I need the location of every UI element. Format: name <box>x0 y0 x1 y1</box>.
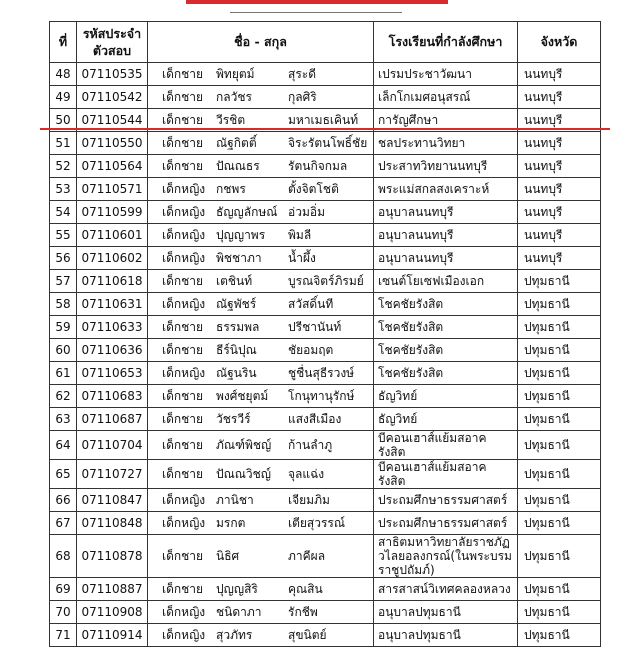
last-name: รัตนกิจกมล <box>288 159 348 173</box>
province: ปทุมธานี <box>518 535 601 578</box>
row-number: 66 <box>50 489 77 512</box>
province: ปทุมธานี <box>518 512 601 535</box>
first-name: ปุญญาพร <box>216 228 266 242</box>
province: ปทุมธานี <box>518 362 601 385</box>
school-name: ประถมศึกษาธรรมศาสตร์ <box>374 489 518 512</box>
exam-id: 07110544 <box>77 109 148 132</box>
row-number: 62 <box>50 385 77 408</box>
last-name: พิมลี <box>288 228 312 242</box>
row-number: 65 <box>50 460 77 489</box>
last-name: จุลแฉ่ง <box>288 467 325 481</box>
table-row <box>50 132 601 155</box>
last-name: เจียมภิม <box>288 493 330 507</box>
exam-id: 07110704 <box>77 431 148 460</box>
table-row <box>50 63 601 86</box>
table-row <box>50 224 601 247</box>
last-name: คุณสิน <box>288 582 323 596</box>
exam-id: 07110914 <box>77 624 148 647</box>
name-prefix: เด็กชาย <box>162 389 204 403</box>
last-name: บูรณจิตร์ภิรมย์ <box>288 274 364 288</box>
table-row <box>50 247 601 270</box>
school-name: บีคอนเฮาส์แย้มสอาครังสิต <box>374 431 518 460</box>
exam-id: 07110571 <box>77 178 148 201</box>
exam-id: 07110631 <box>77 293 148 316</box>
student-name <box>148 224 374 247</box>
province: นนทบุรี <box>518 109 601 132</box>
school-name: เปรมประชาวัฒนา <box>374 63 518 86</box>
province: นนทบุรี <box>518 86 601 109</box>
last-name: สุขนิตย์ <box>288 628 327 642</box>
school-name: อนุบาลนนทบุรี <box>374 224 518 247</box>
table-row <box>50 270 601 293</box>
row-number: 63 <box>50 408 77 431</box>
province: ปทุมธานี <box>518 293 601 316</box>
table-row <box>50 578 601 601</box>
student-name <box>148 431 374 460</box>
school-name: ธัญวิทย์ <box>374 385 518 408</box>
first-name: ชนิดาภา <box>216 605 262 619</box>
table-row <box>50 339 601 362</box>
first-name: ภัณฑ์พิชญ์ <box>216 438 272 452</box>
student-name <box>148 293 374 316</box>
name-prefix: เด็กชาย <box>162 159 204 173</box>
row-number: 48 <box>50 63 77 86</box>
school-name: สารสาสน์วิเทศคลองหลวง <box>374 578 518 601</box>
name-prefix: เด็กชาย <box>162 320 204 334</box>
table-row <box>50 489 601 512</box>
exam-id: 07110618 <box>77 270 148 293</box>
first-name: ธัญญลักษณ์ <box>216 205 278 219</box>
province: นนทบุรี <box>518 132 601 155</box>
first-name: สุวภัทร <box>216 628 253 642</box>
table-row <box>50 535 601 578</box>
row-number: 50 <box>50 109 77 132</box>
student-name <box>148 460 374 489</box>
school-name: ประถมศึกษาธรรมศาสตร์ <box>374 512 518 535</box>
exam-id: 07110550 <box>77 132 148 155</box>
table-row <box>50 293 601 316</box>
school-name: อนุบาลปทุมธานี <box>374 624 518 647</box>
header-name: ชื่อ - สกุล <box>148 22 374 63</box>
name-prefix: เด็กชาย <box>162 549 204 563</box>
school-name: โชคชัยรังสิต <box>374 362 518 385</box>
student-name <box>148 132 374 155</box>
header-school: โรงเรียนที่กำลังศึกษา <box>374 22 518 63</box>
row-number: 51 <box>50 132 77 155</box>
exam-id: 07110687 <box>77 408 148 431</box>
student-name <box>148 578 374 601</box>
table-row <box>50 86 601 109</box>
student-name <box>148 201 374 224</box>
last-name: ภาคีผล <box>288 549 326 563</box>
header-province: จังหวัด <box>518 22 601 63</box>
table-header-row <box>50 22 601 63</box>
row-number: 69 <box>50 578 77 601</box>
table-row <box>50 178 601 201</box>
first-name: ปัณณธร <box>216 159 260 173</box>
student-name <box>148 270 374 293</box>
last-name: สวัสดิ์นที <box>288 297 334 311</box>
name-prefix: เด็กชาย <box>162 67 204 81</box>
province: นนทบุรี <box>518 201 601 224</box>
first-name: พิทยุตม์ <box>216 67 255 81</box>
name-prefix: เด็กหญิง <box>162 205 206 219</box>
row-number: 52 <box>50 155 77 178</box>
exam-id: 07110878 <box>77 535 148 578</box>
first-name: เตชินท์ <box>216 274 253 288</box>
school-name: ประสาทวิทยานนทบุรี <box>374 155 518 178</box>
exam-id: 07110848 <box>77 512 148 535</box>
school-name: เซนต์โยเซฟเมืองเอก <box>374 270 518 293</box>
name-prefix: เด็กชาย <box>162 438 204 452</box>
student-name <box>148 155 374 178</box>
province: นนทบุรี <box>518 224 601 247</box>
first-name: ธีร์นิปุณ <box>216 343 257 357</box>
province: ปทุมธานี <box>518 408 601 431</box>
exam-id: 07110683 <box>77 385 148 408</box>
school-name: อนุบาลนนทบุรี <box>374 201 518 224</box>
exam-id: 07110908 <box>77 601 148 624</box>
province: ปทุมธานี <box>518 578 601 601</box>
row-number: 58 <box>50 293 77 316</box>
student-name <box>148 362 374 385</box>
exam-id: 07110636 <box>77 339 148 362</box>
first-name: พงศ์ชยุตม์ <box>216 389 269 403</box>
school-name: โชคชัยรังสิต <box>374 293 518 316</box>
exam-id: 07110602 <box>77 247 148 270</box>
province: นนทบุรี <box>518 63 601 86</box>
table-row <box>50 601 601 624</box>
last-name: น้ำผึ้ง <box>288 251 316 265</box>
row-number: 70 <box>50 601 77 624</box>
last-name: อ่วมอิ่ม <box>288 205 325 219</box>
student-name <box>148 512 374 535</box>
row-number: 60 <box>50 339 77 362</box>
first-name: ณัฐนริน <box>216 366 257 380</box>
exam-id: 07110601 <box>77 224 148 247</box>
student-list-table <box>49 21 601 647</box>
name-prefix: เด็กชาย <box>162 412 204 426</box>
last-name: ชัยอมฤต <box>288 343 334 357</box>
first-name: วัชรวีร์ <box>216 412 251 426</box>
first-name: พิชชาภา <box>216 251 262 265</box>
name-prefix: เด็กหญิง <box>162 628 206 642</box>
exam-id: 07110727 <box>77 460 148 489</box>
table-row <box>50 408 601 431</box>
first-name: กลวัชร <box>216 90 252 104</box>
first-name: วีรชิต <box>216 113 246 127</box>
row-number: 56 <box>50 247 77 270</box>
school-name: อนุบาลปทุมธานี <box>374 601 518 624</box>
name-prefix: เด็กหญิง <box>162 297 206 311</box>
school-name: บีคอนเฮาส์แย้มสอาครังสิต <box>374 460 518 489</box>
row-number: 71 <box>50 624 77 647</box>
last-name: แสงสีเมือง <box>288 412 342 426</box>
student-name <box>148 408 374 431</box>
name-prefix: เด็กหญิง <box>162 228 206 242</box>
student-name <box>148 624 374 647</box>
province: ปทุมธานี <box>518 339 601 362</box>
first-name: ณัฐกิตติ์ <box>216 136 257 150</box>
first-name: กชพร <box>216 182 246 196</box>
student-name <box>148 489 374 512</box>
first-name: มรกต <box>216 516 246 530</box>
student-name <box>148 601 374 624</box>
school-name: การัญศึกษา <box>374 109 518 132</box>
name-prefix: เด็กหญิง <box>162 251 206 265</box>
name-prefix: เด็กชาย <box>162 90 204 104</box>
province: ปทุมธานี <box>518 316 601 339</box>
province: ปทุมธานี <box>518 624 601 647</box>
name-prefix: เด็กชาย <box>162 467 204 481</box>
table-row <box>50 460 601 489</box>
table-row <box>50 316 601 339</box>
exam-id: 07110535 <box>77 63 148 86</box>
school-name: ชลประทานวิทยา <box>374 132 518 155</box>
name-prefix: เด็กหญิง <box>162 182 206 196</box>
province: ปทุมธานี <box>518 489 601 512</box>
table-row <box>50 431 601 460</box>
exam-id: 07110887 <box>77 578 148 601</box>
school-name: อนุบาลนนทบุรี <box>374 247 518 270</box>
province: นนทบุรี <box>518 247 601 270</box>
first-name: ปัณณวิชญ์ <box>216 467 271 481</box>
school-name: ธัญวิทย์ <box>374 408 518 431</box>
name-prefix: เด็กชาย <box>162 582 204 596</box>
exam-id: 07110564 <box>77 155 148 178</box>
school-name: โชคชัยรังสิต <box>374 316 518 339</box>
row-number: 49 <box>50 86 77 109</box>
student-name <box>148 339 374 362</box>
student-name <box>148 247 374 270</box>
last-name: ชูชื่นสุธีรวงษ์ <box>288 366 355 380</box>
first-name: ปุญญสิริ <box>216 582 258 596</box>
first-name: ภานิชา <box>216 493 254 507</box>
name-prefix: เด็กชาย <box>162 343 204 357</box>
row-number: 67 <box>50 512 77 535</box>
last-name: จิระรัตนโพธิ์ชัย <box>288 136 368 150</box>
row-number: 59 <box>50 316 77 339</box>
first-name: ธรรมพล <box>216 320 260 334</box>
name-prefix: เด็กชาย <box>162 113 204 127</box>
last-name: มหาเมธเคินท์ <box>288 113 359 127</box>
name-prefix: เด็กหญิง <box>162 516 206 530</box>
last-name: กุลศิริ <box>288 90 317 104</box>
header-exam-id: รหัสประจำตัวสอบ <box>77 22 148 63</box>
name-prefix: เด็กหญิง <box>162 366 206 380</box>
table-row <box>50 201 601 224</box>
table-row <box>50 155 601 178</box>
school-name: โชคชัยรังสิต <box>374 339 518 362</box>
row-number: 64 <box>50 431 77 460</box>
student-name <box>148 316 374 339</box>
table-row <box>50 624 601 647</box>
province: ปทุมธานี <box>518 601 601 624</box>
name-prefix: เด็กหญิง <box>162 605 206 619</box>
row-number: 68 <box>50 535 77 578</box>
province: นนทบุรี <box>518 178 601 201</box>
name-prefix: เด็กชาย <box>162 136 204 150</box>
exam-id: 07110653 <box>77 362 148 385</box>
last-name: ตั้งจิตโชติ <box>288 182 339 196</box>
title-underline <box>230 12 402 13</box>
exam-id: 07110847 <box>77 489 148 512</box>
table-row <box>50 362 601 385</box>
last-name: รักชีพ <box>288 605 318 619</box>
name-prefix: เด็กชาย <box>162 274 204 288</box>
last-name: ปรีชานันท์ <box>288 320 342 334</box>
row-number: 53 <box>50 178 77 201</box>
last-name: โกนุทานุรักษ์ <box>288 389 355 403</box>
school-name: สาธิตมหาวิทยาลัยราชภัฏวไลยอลงกรณ์(ในพระบรมราชูปถัมภ์) <box>374 535 518 578</box>
table-row <box>50 512 601 535</box>
name-prefix: เด็กหญิง <box>162 493 206 507</box>
row-number: 61 <box>50 362 77 385</box>
row-number: 55 <box>50 224 77 247</box>
student-name <box>148 385 374 408</box>
province: ปทุมธานี <box>518 460 601 489</box>
province: ปทุมธานี <box>518 431 601 460</box>
header-no: ที่ <box>50 22 77 63</box>
last-name: เตียสุวรรณ์ <box>288 516 346 530</box>
first-name: นิธิศ <box>216 549 240 563</box>
red-highlight-top <box>186 0 448 4</box>
last-name: ก้านลำภู <box>288 438 333 452</box>
province: ปทุมธานี <box>518 385 601 408</box>
exam-id: 07110599 <box>77 201 148 224</box>
exam-id: 07110542 <box>77 86 148 109</box>
row-number: 57 <box>50 270 77 293</box>
table-row <box>50 385 601 408</box>
province: ปทุมธานี <box>518 270 601 293</box>
last-name: สุระดี <box>288 67 317 81</box>
student-name <box>148 535 374 578</box>
first-name: ณัฐพัชร์ <box>216 297 257 311</box>
student-name <box>148 178 374 201</box>
student-name <box>148 86 374 109</box>
row-number: 54 <box>50 201 77 224</box>
school-name: พระแม่สกลสงเคราะห์ <box>374 178 518 201</box>
exam-id: 07110633 <box>77 316 148 339</box>
red-highlight-line <box>40 128 610 130</box>
table-body <box>50 63 601 647</box>
province: นนทบุรี <box>518 155 601 178</box>
student-name <box>148 63 374 86</box>
school-name: เล็กโกเมศอนุสรณ์ <box>374 86 518 109</box>
